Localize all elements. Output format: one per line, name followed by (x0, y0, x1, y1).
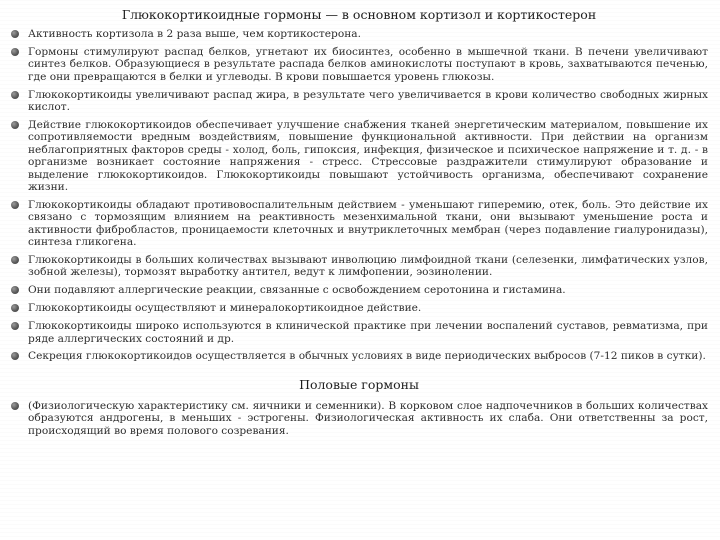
bullet-text: Они подавляют аллергические реакции, связанные с освобождением серотонина и гистамина. (28, 284, 566, 297)
bullet-item-2 (10, 46, 708, 83)
bullet-icon (11, 48, 19, 56)
bullet-item-8 (10, 302, 708, 314)
bullet-item-5 (10, 199, 708, 249)
bullet-icon (11, 121, 19, 129)
bullet-text: (Физиологическую характеристику см. яичники и семенники). В корковом слое надпочечников в больших количествах образуются андрогены, в меньших - эстрогены. Физиологическая активность их слаба. Они ответственны за рост, происходящий во время полового созревания. (28, 399, 708, 437)
bullet-item-sex-1 (10, 400, 708, 437)
bullet-icon (11, 91, 19, 99)
bullet-text: Секреция глюкокортикоидов осуществляется в обычных условиях в виде периодических выбросов (7-12 пиков в сутки). (28, 350, 706, 363)
sex-hormones-section-title: Половые гормоны (299, 376, 419, 392)
bullet-item-7 (10, 284, 708, 296)
bullet-icon (11, 322, 19, 330)
glucocorticoid-bullet-list (10, 28, 708, 363)
sex-hormones-bullet-list (10, 400, 708, 437)
bullet-item-3 (10, 89, 708, 114)
bullet-text: Глюкокортикоиды осуществляют и минералокортикоидное действие. (28, 302, 422, 315)
bullet-icon (11, 304, 19, 312)
bullet-item-6 (10, 254, 708, 279)
bullet-icon (11, 30, 19, 38)
bullet-icon (11, 402, 19, 410)
bullet-text: Глюкокортикоиды в больших количествах вызывают инволюцию лимфоидной ткани (селезенки, лимфатических узлов, зобной железы), тормозят выработку антител, ведут к лимфопении, эозинолении. (28, 254, 708, 279)
bullet-text: Активность кортизола в 2 раза выше, чем кортикостерона. (28, 28, 361, 40)
bullet-item-9 (10, 320, 708, 345)
bullet-text: Глюкокортикоиды широко используются в клинической практике при лечении воспалений суставов, ревматизма, при ряде аллергических состояний и др. (28, 320, 708, 345)
bullet-icon (11, 201, 19, 209)
glucocorticoid-section-title: Глюкокортикоидные гормоны — в основном кортизол и кортикостерон (121, 7, 597, 22)
bullet-item-1 (10, 28, 708, 40)
bullet-icon (11, 256, 19, 264)
bullet-text: Глюкокортикоиды обладают противовоспалительным действием - уменьшают гиперемию, отек, боль. Это действие их связано с тормозящим влиянием на реактивность мезенхимальной ткани, они вызывают уменьшение роста и активности фибробластов, проницаемости клеточных и внутриклеточных мембран (через подавление гиалуронидазы), синтеза гликогена. (28, 198, 708, 249)
bullet-item-10 (10, 350, 708, 362)
bullet-text: Действие глюкокортикоидов обеспечивает улучшение снабжения тканей энергетическим материалом, повышение их сопротивляемости вредным воздействиям, повышение функциональной активности. При действии на организм неблагоприятных факторов среды - холод, боль, гипоксия, инфекция, физическое и психическое напряжение и т. д. - в организме возникает состояние напряжения - стресс. Стрессовые раздражители стимулируют образование и выделение глюкокортикоидов. Глюкокортикоиды повышают устойчивость организма, обеспечивают сохранение жизни. (28, 118, 708, 193)
bullet-item-4 (10, 119, 708, 193)
bullet-text: Гормоны стимулируют распад белков, угнетают их биосинтез, особенно в мышечной ткани. В печени увеличивают синтез белков. Образующиеся в результате распада белков аминокислоты поступают в кровь, захватываются печенью, где они превращаются в белки и углеводы. В крови повышается уровень глюкозы. (28, 45, 708, 83)
bullet-icon (11, 286, 19, 294)
bullet-icon (11, 352, 19, 360)
bullet-text: Глюкокортикоиды увеличивают распад жира, в результате чего увеличивается в крови количество свободных жирных кислот. (28, 88, 708, 114)
